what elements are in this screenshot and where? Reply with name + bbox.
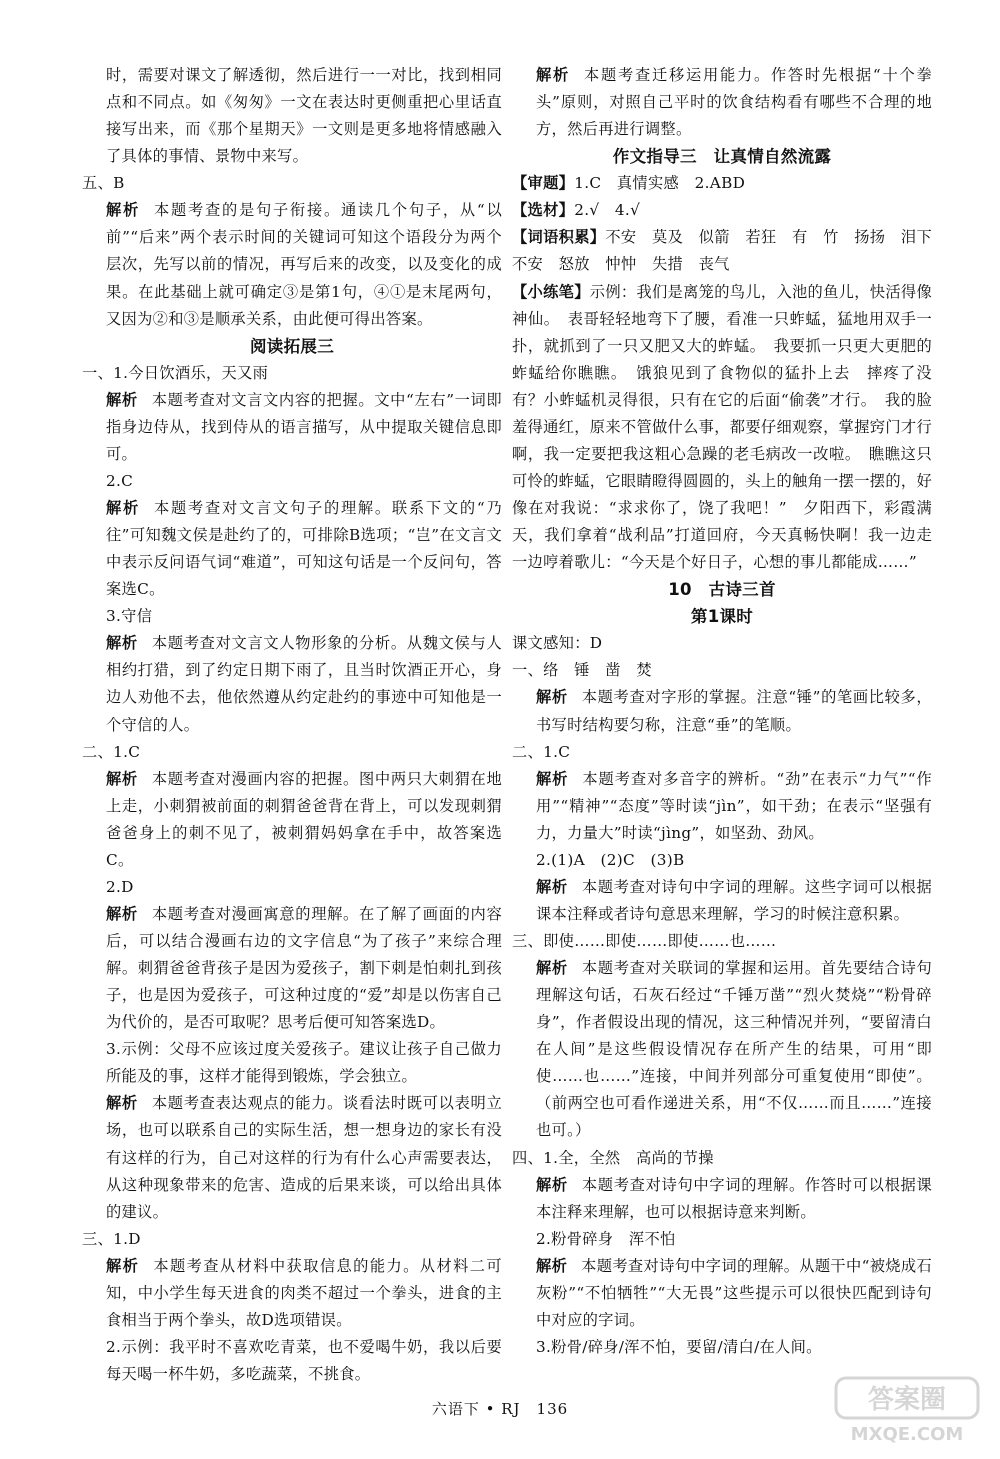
tagged-paragraph (512, 170, 932, 197)
paragraph-text: 本题考查对关联词的掌握和运用。首先要结合诗句理解这句话，石灰石经过“千锤万凿”“烈火焚烧”“粉骨碎身”，作者假设出现的情况，这三种情况并列，“要留清白在人间”是这些假设情况存在所产生的结果，可用“即使……也……”连接，中间并列部分可重复使用“即使”。（前两空也可看作递进关系，用“不仅……而且……”连接也可。） (536, 959, 932, 1140)
tagged-paragraph (512, 224, 948, 278)
answer-item: 2.(1)A (2)C (3)B (536, 850, 685, 869)
paragraph-label: 解析 (536, 959, 568, 978)
tagged-paragraph (512, 279, 932, 577)
answer-line: 时，需要对课文了解透彻，然后进行一一对比，找到相同点和不同点。如《匆匆》一文在表达时更侧重把心里话直接写出来，而《那个星期天》一文则是更多地将情感融入了具体的事情、景物中来写。 (106, 66, 502, 166)
left-column (82, 62, 502, 1388)
paragraph-text: 本题考查对诗句中字词的理解。这些字词可以根据课本注释或者诗句意思来理解，学习的时候注意积累。 (536, 877, 932, 923)
explanation-paragraph (82, 197, 502, 332)
explanation-paragraph (82, 1253, 502, 1334)
explanation-paragraph (512, 684, 932, 738)
paragraph-label: 【词语积累】 (512, 228, 606, 247)
answer-item: 3.示例：父母不应该过度关爱孩子。建议让孩子自己做力所能及的事，这样才能得到锻炼，学会独立。 (106, 1040, 502, 1086)
paragraph-label: 解析 (106, 390, 138, 409)
paragraph-text: 本题考查对漫画寓意的理解。在了解了画面的内容后，可以结合漫画右边的文字信息“为了孩子”来综合理解。刺猬爸爸背孩子是因为爱孩子，割下刺是怕刺扎到孩子，也是因为爱孩子，可这种过度的“爱”却是以伤害自己为代价的，是否可取呢？思考后便可知答案选D。 (106, 904, 502, 1032)
page-footer: 六语下 • RJ 136 (431, 1400, 569, 1418)
paragraph-label: 解析 (106, 769, 138, 788)
paragraph-text: 示例：我们是离笼的鸟儿，入池的鱼儿，快活得像神仙。 表哥轻轻地弯下了腰，看准一只蚱蜢，猛地用双手一扑，就抓到了一只又肥又大的蚱蜢。 我要抓一只更大更肥的蚱蜢给你瞧瞧。 饿狼见到了食物似的猛扑上去 摔疼了没有？小蚱蜢机灵得很，只有在它的后面“偷袭”才行。 我的脸羞得通红，原来不管做什么事，都要仔细观察，掌握窍门才行啊，我一定要把我这粗心急躁的老毛病改一改啦。 瞧瞧这只可怜的蚱蜢，它眼睛瞪得圆圆的，头上的触角一摆一摆的，好像在对我说：“求求你了，饶了我吧！” 夕阳西下，彩霞满天，我们拿着“战利品”打道回府，今天真畅快啊！我一边走一边哼着歌儿：“今天是个好日子，心想的事儿都能成……” (512, 282, 932, 572)
answer-line: 五、B (82, 174, 125, 193)
explanation-paragraph (82, 766, 502, 874)
explanation-paragraph (512, 1172, 932, 1226)
paragraph-label: 解析 (106, 904, 138, 923)
paragraph-label: 解析 (536, 769, 569, 788)
explanation-paragraph (512, 766, 932, 847)
right-column (512, 62, 948, 1361)
paragraph-label: 【小练笔】 (512, 282, 590, 301)
explanation-paragraph (82, 901, 502, 1036)
paragraph-label: 解析 (536, 688, 568, 707)
paragraph-text: 本题考查对文言文句子的理解。联系下文的“乃往”可知魏文侯是赴约了的，可排除B选项；“岂”在文言文中表示反问语气词“难道”，可知这句话是一个反问句，答案选C。 (106, 499, 502, 599)
tagged-paragraph (512, 197, 932, 224)
explanation-paragraph (82, 495, 502, 603)
paragraph-text: 本题考查表达观点的能力。谈看法时既可以表明立场，也可以联系自己的实际生活，想一想身边的家长有没有这样的行为，自己对这样的行为有什么心声需要表达，从这种现象带来的危害、造成的后果来谈，可以给出具体的建议。 (106, 1094, 502, 1221)
paragraph-text: 本题考查对字形的掌握。注意“锤”的笔画比较多，书写时结构要匀称，注意“垂”的笔顺。 (536, 688, 932, 734)
answer-line: 一、1.今日饮酒乐，天又雨 (82, 363, 269, 382)
paragraph-label: 解析 (536, 1256, 568, 1275)
explanation-paragraph (512, 62, 932, 143)
section-heading: 10 古诗三首 (668, 580, 776, 600)
answer-item: 2.D (106, 877, 134, 896)
paragraph-text: 本题考查对多音字的辨析。“劲”在表示“力气”“作用”“精神”“态度”等时读“jìn”，如干劲；在表示“坚强有力，力量大”时读“jìng”，如坚劲、劲风。 (536, 769, 932, 842)
answer-line: 三、1.D (82, 1229, 141, 1248)
answer-item: 3.粉骨/碎身/浑不怕，要留/清白/在人间。 (536, 1337, 822, 1356)
paragraph-label: 解析 (106, 201, 140, 220)
paragraph-text: 本题考查对诗句中字词的理解。从题干中“被烧成石灰粉”“不怕牺牲”“大无畏”这些提示可以很快匹配到诗句中对应的字词。 (536, 1256, 932, 1329)
explanation-paragraph (82, 1090, 502, 1225)
paragraph-label: 【选材】 (512, 201, 575, 220)
answer-line: 四、1.全，全然 高尚的节操 (512, 1148, 714, 1167)
paragraph-label: 解析 (536, 877, 568, 896)
answer-line: 三、即使……即使……即使……也…… (512, 932, 777, 950)
paragraph-text: 本题考查对诗句中字词的理解。作答时可以根据课本注释来理解，也可以根据诗意来判断。 (536, 1175, 932, 1221)
paragraph-text: 1.C 真情实感 2.ABD (574, 174, 746, 193)
answer-line: 一、络 锤 凿 焚 (512, 661, 652, 680)
paragraph-label: 【审题】 (512, 174, 575, 193)
answer-item: 2.粉骨碎身 浑不怕 (536, 1229, 676, 1248)
section-heading: 作文指导三 让真情自然流露 (612, 147, 832, 167)
explanation-paragraph (82, 387, 502, 468)
watermark-logo-icon (832, 1372, 982, 1447)
answer-line: 二、1.C (82, 742, 141, 761)
paragraph-text: 本题考查迁移运用能力。作答时先根据“十个拳头”原则，对照自己平时的饮食结构看有哪些不合理的地方，然后再进行调整。 (536, 66, 932, 139)
paragraph-label: 解析 (106, 1094, 138, 1113)
section-heading: 阅读拓展三 (250, 336, 334, 356)
explanation-paragraph (82, 630, 502, 738)
svg-text:答案圈: 答案圈 (867, 1385, 947, 1415)
paragraph-text: 本题考查对文言文人物形象的分析。从魏文侯与人相约打猎，到了约定日期下雨了，且当时饮酒正开心，身边人劝他不去，他依然遵从约定赴约的事迹中可知他是一个守信的人。 (106, 634, 502, 734)
paragraph-text: 本题考查的是句子衔接。通读几个句子，从“以前”“后来”两个表示时间的关键词可知这个语段分为两个层次，先写以前的情况，再写后来的改变，以及变化的成果。在此基础上就可确定③是第1句，④①是末尾两句，又因为②和③是顺承关系，由此便可得出答案。 (106, 201, 502, 328)
paragraph-label: 解析 (106, 634, 138, 653)
section-heading: 第1课时 (690, 607, 754, 627)
svg-text:MXQE.COM: MXQE.COM (850, 1424, 964, 1445)
paragraph-label: 解析 (106, 499, 140, 517)
answer-item: 3.守信 (106, 607, 153, 626)
answer-line: 课文感知：D (512, 634, 603, 653)
answer-item: 2.C (106, 471, 134, 490)
paragraph-text: 本题考查对漫画内容的把握。图中两只大刺猬在地上走，小刺猬被前面的刺猬爸爸背在背上，可以发现刺猬爸爸身上的刺不见了，被刺猬妈妈拿在手中，故答案选C。 (106, 769, 502, 869)
answer-item: 2.示例：我平时不喜欢吃青菜，也不爱喝牛奶，我以后要每天喝一杯牛奶，多吃蔬菜，不挑食。 (106, 1337, 502, 1383)
explanation-paragraph (512, 955, 932, 1144)
paragraph-text: 2.√ 4.√ (574, 201, 641, 220)
paragraph-text: 不安 莫及 似箭 若狂 有 竹 扬扬 泪下 不安 怒放 忡忡 失措 丧气 (512, 228, 948, 274)
paragraph-label: 解析 (106, 1256, 140, 1275)
paragraph-label: 解析 (536, 1175, 568, 1194)
explanation-paragraph (512, 1253, 932, 1334)
answer-line: 二、1.C (512, 742, 571, 761)
paragraph-label: 解析 (536, 66, 570, 84)
paragraph-text: 本题考查对文言文内容的把握。文中“左右”一词即指身边侍从，找到侍从的语言描写，从中提取关键信息即可。 (106, 390, 502, 463)
explanation-paragraph (512, 874, 932, 928)
paragraph-text: 本题考查从材料中获取信息的能力。从材料二可知，中小学生每天进食的肉类不超过一个拳头，进食的主食相当于两个拳头，故D选项错误。 (106, 1256, 502, 1329)
